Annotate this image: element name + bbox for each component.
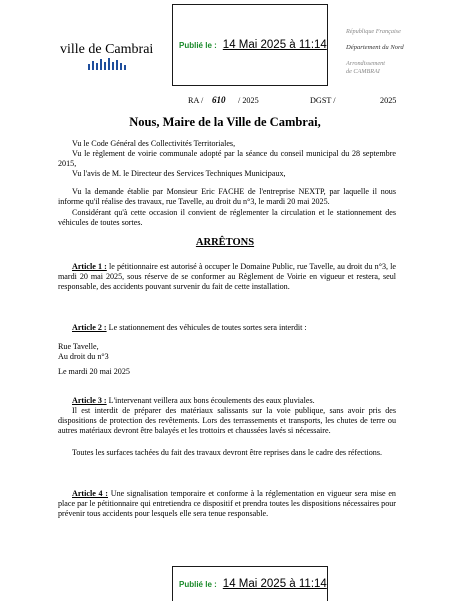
article-3-paragraph-2: Il est interdit de préparer des matériaux salissants sur la voie publique, sans avoir pris des dispositions de protection des revêtements. Lors des terrassements et transports, les chutes de terre ou autres matériaux devront être balayés et les trottoirs et chaussées lavés si nécessaire.: [58, 406, 396, 436]
city-logo-text: ville de Cambrai: [60, 42, 154, 57]
article-2-text: Le stationnement des véhicules de toutes sortes sera interdit :: [106, 323, 307, 332]
ref-ra: RA /: [188, 96, 204, 105]
article-2-date: Le mardi 20 mai 2025: [58, 367, 130, 376]
header-cambrai: de CAMBRAI: [346, 68, 380, 75]
publication-stamp-top: [172, 4, 328, 86]
article-4-label: Article 4 :: [72, 489, 108, 498]
article-2-location: Au droit du n°3: [58, 352, 109, 361]
considerant-paragraph: Considérant qu'à cette occasion il convient de réglementer la circulation et le stationnement des véhicules de toutes sortes.: [58, 208, 396, 228]
header-departement: Département du Nord: [346, 44, 404, 51]
article-3: [58, 396, 396, 406]
publication-stamp-bottom: [172, 566, 328, 601]
article-3-paragraph-3: Toutes les surfaces tachées du fait des travaux devront être reprises dans le cadre des réfections.: [72, 448, 383, 457]
stamp-date-bottom: 14 Mai 2025 à 11:14: [222, 578, 327, 590]
article-3-text: L'intervenant veillera aux bons écoulements des eaux pluviales.: [106, 396, 315, 405]
page-title: Nous, Maire de la Ville de Cambrai,: [129, 115, 321, 129]
vu-avis: Vu l'avis de M. le Directeur des Services Techniques Municipaux,: [72, 169, 286, 178]
stamp-label: Publié le :: [179, 40, 217, 50]
header-arrondissement: Arrondissement: [346, 60, 385, 67]
vu-reglement: Vu le règlement de voirie communale adopté par la séance du conseil municipal du 28 septembre 2015,: [58, 149, 396, 169]
city-skyline-logo-icon: [86, 58, 130, 70]
article-2-label: Article 2 :: [72, 323, 107, 332]
stamp-label-bottom: Publié le :: [179, 579, 217, 589]
ref-dgst: DGST /: [310, 96, 336, 105]
vu-code: Vu le Code Général des Collectivités Territoriales,: [72, 139, 236, 148]
header-republique: République Française: [346, 28, 401, 35]
article-1-text: le pétitionnaire est autorisé à occuper le Domaine Public, rue Tavelle, au droit du n°3, le mardi 20 mai 2025, sous réserve de se conformer au Règlement de Voirie en vigueur et restera, seul responsable, des accidents pouvant survenir du fait de cette installation.: [58, 262, 396, 292]
article-2-street: Rue Tavelle,: [58, 342, 99, 351]
ref-year2: 2025: [380, 96, 397, 105]
article-2: [58, 323, 396, 333]
stamp-date: 14 Mai 2025 à 11:14: [222, 39, 327, 51]
arretons-heading: ARRÊTONS: [195, 237, 255, 248]
demande-paragraph: Vu la demande établie par Monsieur Eric FACHE de l'entreprise NEXTP, par laquelle il nous informe qu'il réalise des travaux, rue Tavelle, au droit du n°3, le mardi 20 mai 2025.: [58, 187, 396, 207]
article-4: [58, 489, 396, 520]
article-1-label: Article 1 :: [72, 262, 107, 271]
article-1: [58, 262, 396, 293]
article-4-text: Une signalisation temporaire et conforme à la réglementation en vigueur sera mise en place par le pétitionnaire qui entretiendra ce dispositif et prendra toutes les dispositions nécessaires pour prévenir tous accidents pour lesquels elle sera tenue responsable.: [58, 489, 396, 519]
ref-year1: / 2025: [238, 96, 259, 105]
article-3-label: Article 3 :: [72, 396, 107, 405]
ref-number: 610: [212, 95, 226, 105]
